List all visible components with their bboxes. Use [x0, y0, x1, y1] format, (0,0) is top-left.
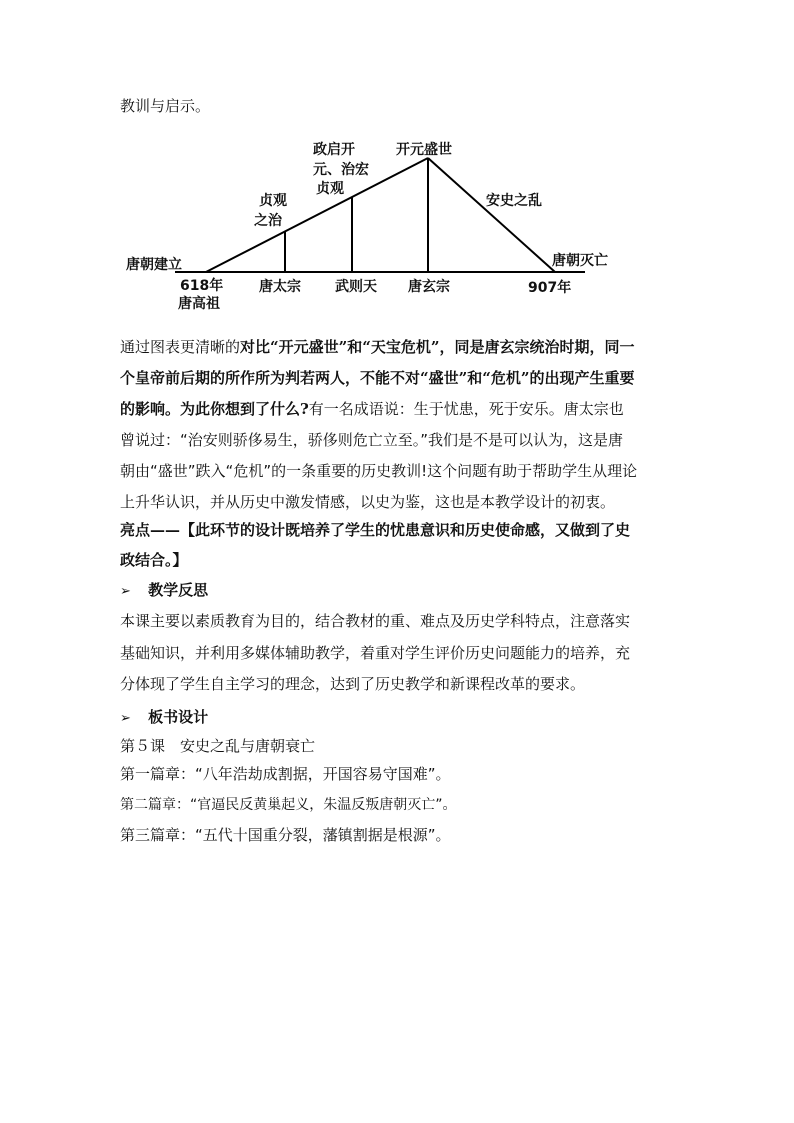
board-heading [120, 707, 208, 729]
reflection-title: 教学反思 [148, 581, 209, 599]
label-qizheng-2: 元、治宏 [313, 162, 369, 178]
label-gaozu: 唐高祖 [178, 296, 220, 312]
bullet-arrow-icon: ➢ [120, 584, 131, 599]
highlight-line-1: 亮点——【此环节的设计既培养了学生的忧患意识和历史使命感，又做到了史 [120, 521, 631, 539]
board-title: 板书设计 [148, 708, 209, 726]
label-tang-fall: 唐朝灭亡 [552, 253, 608, 269]
board-chapter-2: 第二篇章：“官逼民反黄巢起义，朱温反叛唐朝灭亡”。 [120, 797, 457, 813]
analysis-line-3 [120, 399, 624, 419]
label-anshi: 安史之乱 [486, 193, 542, 209]
reflection-heading [120, 580, 208, 602]
label-zhenguan-2: 之治 [254, 213, 282, 229]
board-lesson-title: 第５课 安史之乱与唐朝衰亡 [120, 737, 316, 755]
analysis-line-3-a: 的影响。为此你想到了什么? [120, 400, 309, 418]
highlight-line-2: 政结合。】 [120, 551, 188, 569]
label-year-907: 907年 [528, 280, 572, 296]
label-taizong: 唐太宗 [259, 279, 301, 295]
analysis-line-1 [120, 337, 635, 357]
reflection-line-3: 分体现了学生自主学习的理念，达到了历史教学和新课程改革的要求。 [120, 675, 586, 693]
analysis-line-3-b: 有一名成语说：生于忧患，死于安乐。唐太宗也 [308, 400, 624, 418]
analysis-line-1-a: 通过图表更清晰的 [120, 338, 241, 356]
board-chapter-3: 第三篇章：“五代十国重分裂，藩镇割据是根源”。 [120, 826, 451, 844]
label-wuzetian: 武则天 [335, 279, 377, 295]
decline-line [428, 158, 555, 272]
label-qizheng-1: 政启开 [313, 142, 355, 158]
intro-tail-text: 教训与启示。 [120, 97, 211, 115]
analysis-line-5: 朝由“盛世”跌入“危机”的一条重要的历史教训!这个问题有助于帮助学生从理论 [120, 462, 638, 480]
label-xuanzong: 唐玄宗 [408, 279, 450, 295]
analysis-line-2: 个皇帝前后期的所作所为判若两人，不能不对“盛世”和“危机”的出现产生重要 [120, 369, 635, 387]
label-kaiyuan: 开元盛世 [396, 142, 452, 158]
reflection-line-1: 本课主要以素质教育为目的，结合教材的重、难点及历史学科特点，注意落实 [120, 612, 631, 630]
analysis-line-4: 曾说过：“治安则骄侈易生，骄侈则危亡立至。”我们是不是可以认为，这是唐 [120, 431, 624, 449]
label-qizheng-3: 贞观 [316, 181, 344, 197]
analysis-line-1-b: 对比“开元盛世”和“天宝危机”，同是唐玄宗统治时期，同一 [240, 338, 635, 356]
bullet-arrow-icon: ➢ [120, 711, 131, 726]
label-year-618: 618年 [180, 278, 224, 294]
reflection-line-2: 基础知识，并利用多媒体辅助教学，着重对学生评价历史问题能力的培养，充 [120, 644, 631, 662]
label-zhenguan-1: 贞观 [259, 193, 287, 209]
label-tang-founded: 唐朝建立 [126, 257, 182, 273]
analysis-line-6: 上升华认识，并从历史中激发情感，以史为鉴，这也是本教学设计的初衷。 [120, 493, 616, 511]
timeline-lines [0, 0, 794, 330]
board-chapter-1: 第一篇章：“八年浩劫成割据，开国容易守国难”。 [120, 765, 451, 783]
